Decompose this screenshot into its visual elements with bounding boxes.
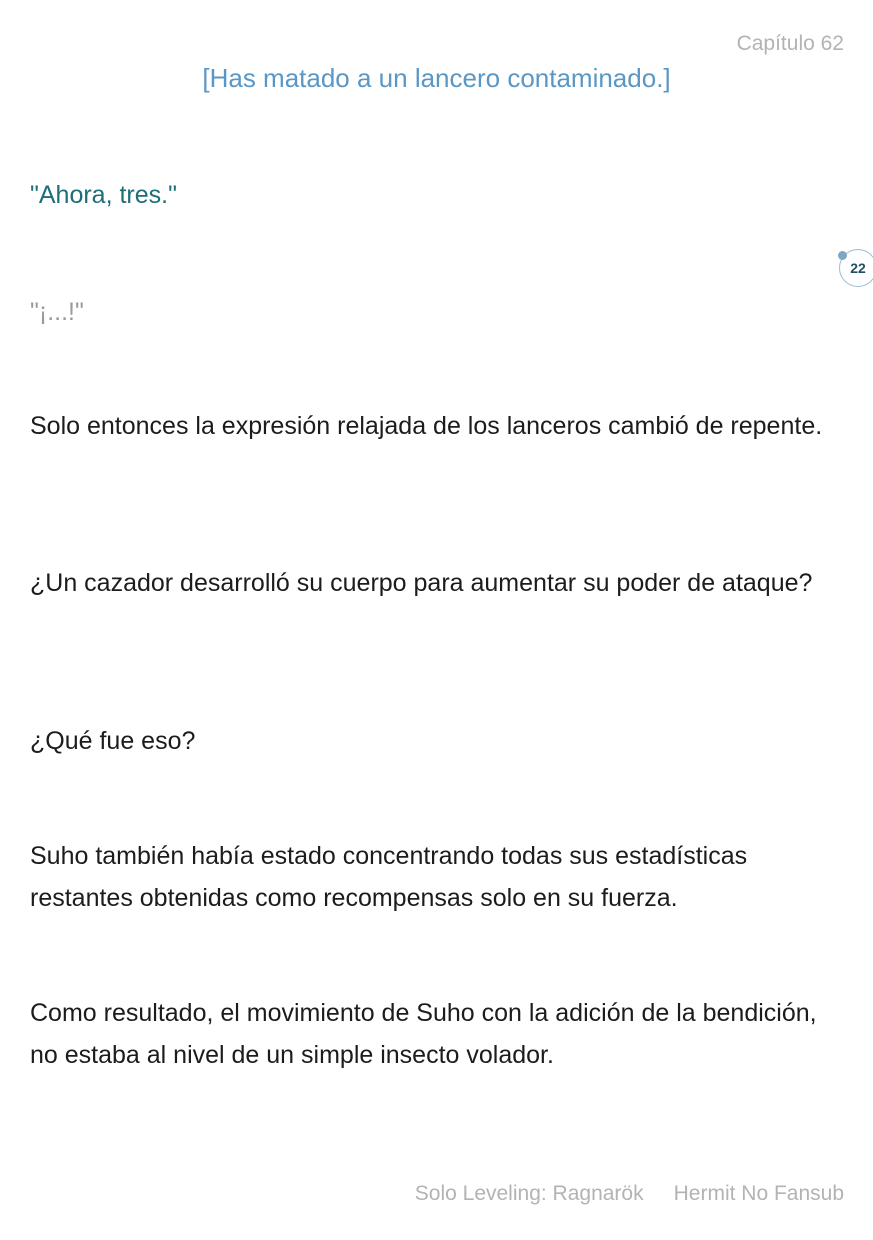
narration-paragraph: ¿Qué fue eso?	[30, 727, 196, 755]
narration-paragraph: Solo entonces la expresión relajada de los lanceros cambió de repente.	[30, 412, 823, 440]
translator-credit: Hermit No Fansub	[673, 1182, 844, 1205]
narration-paragraph: Suho también había estado concentrando todas sus estadísticas restantes obtenidas como recompensas solo en su fuerza.	[30, 842, 748, 912]
dialogue-line: "Ahora, tres."	[30, 181, 177, 209]
progress-dot-icon	[838, 251, 847, 260]
page-footer	[415, 1182, 844, 1206]
system-message: [Has matado a un lancero contaminado.]	[202, 63, 671, 93]
dialogue-line: "¡...!"	[30, 298, 84, 326]
novel-title: Solo Leveling: Ragnarök	[414, 1182, 644, 1205]
narration-paragraph: Como resultado, el movimiento de Suho con la adición de la bendición, no estaba al nivel de un simple insecto volador.	[30, 999, 817, 1069]
chapter-label: Capítulo 62	[736, 32, 844, 55]
reading-progress-badge[interactable]	[839, 249, 873, 287]
narration-paragraph: ¿Un cazador desarrolló su cuerpo para aumentar su poder de ataque?	[30, 569, 813, 597]
progress-number: 22	[850, 260, 866, 276]
